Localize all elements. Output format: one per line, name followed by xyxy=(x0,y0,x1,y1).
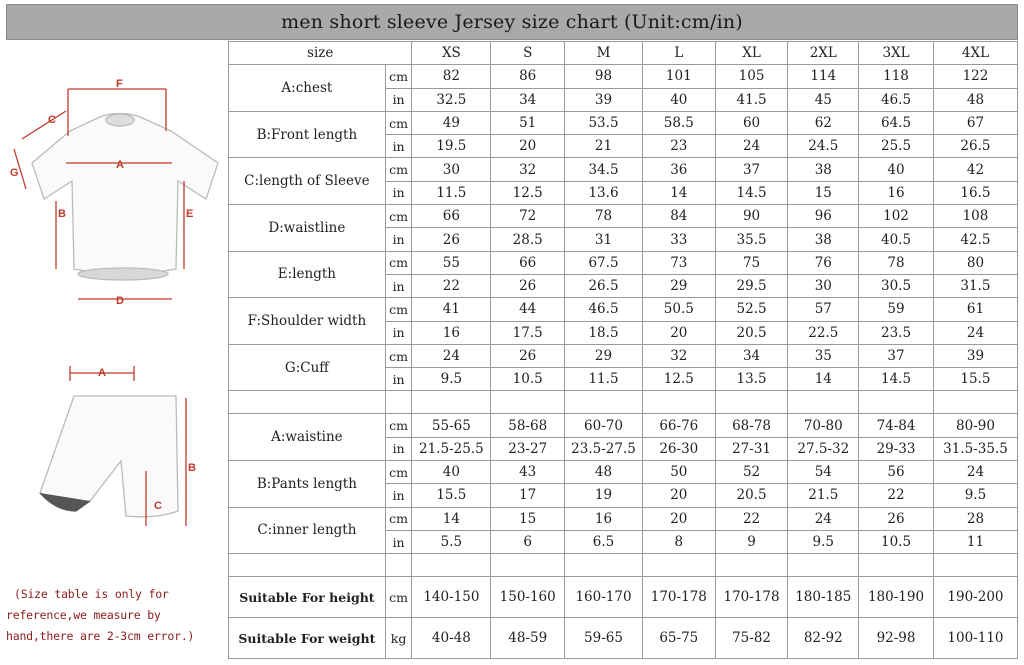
unit-label: cm xyxy=(385,344,412,367)
value-cell: 67 xyxy=(933,111,1017,134)
value-cell: 40-48 xyxy=(412,618,491,659)
value-cell: 58-68 xyxy=(491,414,565,437)
value-cell: 14 xyxy=(412,507,491,530)
table-row xyxy=(229,158,1018,181)
unit-label: cm xyxy=(385,577,412,618)
value-cell: 46.5 xyxy=(565,298,643,321)
empty-cell xyxy=(859,391,934,414)
jersey-label-d: D xyxy=(116,295,124,307)
unit-label: cm xyxy=(385,205,412,228)
unit-label: cm xyxy=(385,158,412,181)
value-cell: 48-59 xyxy=(491,618,565,659)
unit-label: cm xyxy=(385,251,412,274)
suitable-label: Suitable For weight xyxy=(229,618,386,659)
measurement-label: B:Front length xyxy=(229,111,386,158)
value-cell: 50 xyxy=(642,461,715,484)
size-table-body xyxy=(229,42,1018,659)
value-cell: 84 xyxy=(642,205,715,228)
value-cell: 52.5 xyxy=(715,298,788,321)
value-cell: 102 xyxy=(859,205,934,228)
value-cell: 62 xyxy=(788,111,859,134)
value-cell: 31.5 xyxy=(933,274,1017,297)
table-row xyxy=(229,65,1018,88)
value-cell: 30 xyxy=(788,274,859,297)
value-cell: 58.5 xyxy=(642,111,715,134)
value-cell: 11 xyxy=(933,530,1017,553)
chart-title: men short sleeve Jersey size chart (Unit:cm/in) xyxy=(6,4,1018,40)
unit-label: in xyxy=(385,181,412,204)
value-cell: 74-84 xyxy=(859,414,934,437)
value-cell: 82 xyxy=(412,65,491,88)
value-cell: 66 xyxy=(412,205,491,228)
value-cell: 26-30 xyxy=(642,437,715,460)
value-cell: 17.5 xyxy=(491,321,565,344)
value-cell: 31.5-35.5 xyxy=(933,437,1017,460)
value-cell: 140-150 xyxy=(412,577,491,618)
value-cell: 80-90 xyxy=(933,414,1017,437)
value-cell: 180-185 xyxy=(788,577,859,618)
value-cell: 9.5 xyxy=(412,368,491,391)
value-cell: 26.5 xyxy=(565,274,643,297)
value-cell: 24 xyxy=(933,321,1017,344)
pants-diagram xyxy=(40,396,178,517)
measurement-label: B:Pants length xyxy=(229,461,386,508)
value-cell: 67.5 xyxy=(565,251,643,274)
value-cell: 20 xyxy=(642,321,715,344)
size-column-header: L xyxy=(642,42,715,65)
value-cell: 14 xyxy=(788,368,859,391)
empty-cell xyxy=(715,391,788,414)
value-cell: 35 xyxy=(788,344,859,367)
value-cell: 15 xyxy=(788,181,859,204)
value-cell: 14.5 xyxy=(715,181,788,204)
value-cell: 160-170 xyxy=(565,577,643,618)
value-cell: 76 xyxy=(788,251,859,274)
value-cell: 21 xyxy=(565,135,643,158)
unit-label: in xyxy=(385,228,412,251)
value-cell: 108 xyxy=(933,205,1017,228)
unit-label: in xyxy=(385,274,412,297)
value-cell: 41 xyxy=(412,298,491,321)
measurement-label: C:inner length xyxy=(229,507,386,554)
empty-cell xyxy=(229,391,386,414)
value-cell: 42 xyxy=(933,158,1017,181)
pants-label-b: B xyxy=(188,462,196,474)
value-cell: 75-82 xyxy=(715,618,788,659)
value-cell: 6.5 xyxy=(565,530,643,553)
value-cell: 75 xyxy=(715,251,788,274)
empty-cell xyxy=(642,391,715,414)
value-cell: 41.5 xyxy=(715,88,788,111)
value-cell: 34 xyxy=(491,88,565,111)
value-cell: 122 xyxy=(933,65,1017,88)
jersey-label-a: A xyxy=(116,159,124,171)
value-cell: 9.5 xyxy=(933,484,1017,507)
value-cell: 60 xyxy=(715,111,788,134)
value-cell: 60-70 xyxy=(565,414,643,437)
value-cell: 34.5 xyxy=(565,158,643,181)
size-column-header: S xyxy=(491,42,565,65)
value-cell: 23-27 xyxy=(491,437,565,460)
value-cell: 64.5 xyxy=(859,111,934,134)
value-cell: 14.5 xyxy=(859,368,934,391)
empty-cell xyxy=(385,391,412,414)
empty-cell xyxy=(715,554,788,577)
measurement-label: G:Cuff xyxy=(229,344,386,391)
value-cell: 30 xyxy=(412,158,491,181)
empty-cell xyxy=(788,391,859,414)
value-cell: 22 xyxy=(412,274,491,297)
value-cell: 66-76 xyxy=(642,414,715,437)
note-line: hand,there are 2-3cm error.) xyxy=(6,629,195,643)
value-cell: 5.5 xyxy=(412,530,491,553)
value-cell: 40.5 xyxy=(859,228,934,251)
table-row xyxy=(229,507,1018,530)
value-cell: 32 xyxy=(642,344,715,367)
unit-label: cm xyxy=(385,111,412,134)
value-cell: 170-178 xyxy=(715,577,788,618)
value-cell: 23.5-27.5 xyxy=(565,437,643,460)
size-column-header: 3XL xyxy=(859,42,934,65)
measurement-label: A:chest xyxy=(229,65,386,112)
empty-cell xyxy=(491,554,565,577)
value-cell: 54 xyxy=(788,461,859,484)
jersey-label-c: C xyxy=(48,114,56,126)
unit-label: in xyxy=(385,437,412,460)
empty-cell xyxy=(933,391,1017,414)
size-column-header: 2XL xyxy=(788,42,859,65)
value-cell: 28 xyxy=(933,507,1017,530)
header-row xyxy=(229,42,1018,65)
disclaimer-note xyxy=(6,584,228,647)
unit-label: cm xyxy=(385,507,412,530)
measurement-label: A:waistine xyxy=(229,414,386,461)
value-cell: 38 xyxy=(788,228,859,251)
value-cell: 19.5 xyxy=(412,135,491,158)
size-column-header: 4XL xyxy=(933,42,1017,65)
value-cell: 24 xyxy=(933,461,1017,484)
table-row xyxy=(229,344,1018,367)
value-cell: 53.5 xyxy=(565,111,643,134)
unit-label: in xyxy=(385,321,412,344)
value-cell: 68-78 xyxy=(715,414,788,437)
value-cell: 24 xyxy=(412,344,491,367)
value-cell: 24 xyxy=(715,135,788,158)
value-cell: 29-33 xyxy=(859,437,934,460)
value-cell: 65-75 xyxy=(642,618,715,659)
value-cell: 59 xyxy=(859,298,934,321)
value-cell: 12.5 xyxy=(642,368,715,391)
value-cell: 101 xyxy=(642,65,715,88)
value-cell: 190-200 xyxy=(933,577,1017,618)
empty-cell xyxy=(565,554,643,577)
value-cell: 180-190 xyxy=(859,577,934,618)
table-row xyxy=(229,251,1018,274)
unit-label: in xyxy=(385,530,412,553)
value-cell: 38 xyxy=(788,158,859,181)
empty-cell xyxy=(565,391,643,414)
empty-cell xyxy=(412,391,491,414)
jersey-label-g: G xyxy=(10,167,19,179)
spacer-row xyxy=(229,391,1018,414)
value-cell: 114 xyxy=(788,65,859,88)
table-row xyxy=(229,298,1018,321)
value-cell: 48 xyxy=(565,461,643,484)
value-cell: 21.5 xyxy=(788,484,859,507)
value-cell: 16.5 xyxy=(933,181,1017,204)
unit-label: in xyxy=(385,88,412,111)
unit-label: cm xyxy=(385,65,412,88)
value-cell: 118 xyxy=(859,65,934,88)
value-cell: 26 xyxy=(491,274,565,297)
value-cell: 22.5 xyxy=(788,321,859,344)
table-row xyxy=(229,461,1018,484)
diagram-svg xyxy=(6,41,228,659)
value-cell: 100-110 xyxy=(933,618,1017,659)
jersey-diagram xyxy=(32,114,218,281)
value-cell: 98 xyxy=(565,65,643,88)
value-cell: 78 xyxy=(565,205,643,228)
empty-cell xyxy=(788,554,859,577)
value-cell: 36 xyxy=(642,158,715,181)
value-cell: 29 xyxy=(642,274,715,297)
value-cell: 24 xyxy=(788,507,859,530)
value-cell: 6 xyxy=(491,530,565,553)
table-row xyxy=(229,414,1018,437)
value-cell: 90 xyxy=(715,205,788,228)
value-cell: 9.5 xyxy=(788,530,859,553)
jersey-label-f: F xyxy=(116,78,123,90)
value-cell: 16 xyxy=(859,181,934,204)
value-cell: 21.5-25.5 xyxy=(412,437,491,460)
empty-cell xyxy=(491,391,565,414)
value-cell: 30.5 xyxy=(859,274,934,297)
size-column-header: M xyxy=(565,42,643,65)
value-cell: 23 xyxy=(642,135,715,158)
value-cell: 28.5 xyxy=(491,228,565,251)
value-cell: 10.5 xyxy=(859,530,934,553)
value-cell: 31 xyxy=(565,228,643,251)
table-row xyxy=(229,205,1018,228)
unit-label: cm xyxy=(385,414,412,437)
measurement-label: D:waistline xyxy=(229,205,386,252)
value-cell: 82-92 xyxy=(788,618,859,659)
note-line: reference,we measure by xyxy=(6,608,161,622)
unit-label: in xyxy=(385,368,412,391)
value-cell: 57 xyxy=(788,298,859,321)
note-line: (Size table is only for xyxy=(14,587,169,601)
value-cell: 26.5 xyxy=(933,135,1017,158)
empty-cell xyxy=(229,554,386,577)
pants-label-c: C xyxy=(154,500,162,512)
value-cell: 92-98 xyxy=(859,618,934,659)
value-cell: 39 xyxy=(565,88,643,111)
value-cell: 43 xyxy=(491,461,565,484)
value-cell: 40 xyxy=(642,88,715,111)
value-cell: 22 xyxy=(859,484,934,507)
unit-label: cm xyxy=(385,461,412,484)
diagram-panel xyxy=(6,41,228,659)
value-cell: 86 xyxy=(491,65,565,88)
value-cell: 9 xyxy=(715,530,788,553)
value-cell: 16 xyxy=(565,507,643,530)
jersey-label-e: E xyxy=(186,208,194,220)
value-cell: 29.5 xyxy=(715,274,788,297)
value-cell: 59-65 xyxy=(565,618,643,659)
unit-label: in xyxy=(385,484,412,507)
value-cell: 37 xyxy=(715,158,788,181)
value-cell: 20.5 xyxy=(715,484,788,507)
value-cell: 44 xyxy=(491,298,565,321)
value-cell: 50.5 xyxy=(642,298,715,321)
value-cell: 46.5 xyxy=(859,88,934,111)
value-cell: 70-80 xyxy=(788,414,859,437)
value-cell: 15.5 xyxy=(412,484,491,507)
value-cell: 24.5 xyxy=(788,135,859,158)
value-cell: 15 xyxy=(491,507,565,530)
value-cell: 13.6 xyxy=(565,181,643,204)
value-cell: 72 xyxy=(491,205,565,228)
value-cell: 20.5 xyxy=(715,321,788,344)
value-cell: 66 xyxy=(491,251,565,274)
size-table xyxy=(228,41,1018,659)
value-cell: 14 xyxy=(642,181,715,204)
value-cell: 27-31 xyxy=(715,437,788,460)
value-cell: 23.5 xyxy=(859,321,934,344)
empty-cell xyxy=(385,554,412,577)
value-cell: 170-178 xyxy=(642,577,715,618)
value-cell: 22 xyxy=(715,507,788,530)
value-cell: 20 xyxy=(642,507,715,530)
value-cell: 37 xyxy=(859,344,934,367)
table-row xyxy=(229,111,1018,134)
value-cell: 10.5 xyxy=(491,368,565,391)
value-cell: 56 xyxy=(859,461,934,484)
value-cell: 11.5 xyxy=(412,181,491,204)
suitable-label: Suitable For height xyxy=(229,577,386,618)
empty-cell xyxy=(412,554,491,577)
jersey-label-b: B xyxy=(58,208,66,220)
suitable-row xyxy=(229,577,1018,618)
value-cell: 51 xyxy=(491,111,565,134)
value-cell: 26 xyxy=(491,344,565,367)
value-cell: 96 xyxy=(788,205,859,228)
value-cell: 40 xyxy=(859,158,934,181)
value-cell: 80 xyxy=(933,251,1017,274)
value-cell: 48 xyxy=(933,88,1017,111)
value-cell: 8 xyxy=(642,530,715,553)
size-column-header: XS xyxy=(412,42,491,65)
size-column-header: XL xyxy=(715,42,788,65)
size-header: size xyxy=(229,42,412,65)
empty-cell xyxy=(642,554,715,577)
value-cell: 16 xyxy=(412,321,491,344)
unit-label: in xyxy=(385,135,412,158)
value-cell: 35.5 xyxy=(715,228,788,251)
value-cell: 52 xyxy=(715,461,788,484)
suitable-row xyxy=(229,618,1018,659)
unit-label: kg xyxy=(385,618,412,659)
value-cell: 11.5 xyxy=(565,368,643,391)
value-cell: 12.5 xyxy=(491,181,565,204)
value-cell: 20 xyxy=(642,484,715,507)
value-cell: 32 xyxy=(491,158,565,181)
value-cell: 61 xyxy=(933,298,1017,321)
pants-label-a: A xyxy=(98,367,106,379)
value-cell: 20 xyxy=(491,135,565,158)
value-cell: 78 xyxy=(859,251,934,274)
value-cell: 42.5 xyxy=(933,228,1017,251)
value-cell: 39 xyxy=(933,344,1017,367)
value-cell: 45 xyxy=(788,88,859,111)
empty-cell xyxy=(859,554,934,577)
value-cell: 49 xyxy=(412,111,491,134)
value-cell: 55-65 xyxy=(412,414,491,437)
value-cell: 29 xyxy=(565,344,643,367)
measurement-label: E:length xyxy=(229,251,386,298)
value-cell: 55 xyxy=(412,251,491,274)
measurement-label: C:length of Sleeve xyxy=(229,158,386,205)
value-cell: 33 xyxy=(642,228,715,251)
value-cell: 150-160 xyxy=(491,577,565,618)
value-cell: 18.5 xyxy=(565,321,643,344)
value-cell: 105 xyxy=(715,65,788,88)
value-cell: 27.5-32 xyxy=(788,437,859,460)
value-cell: 73 xyxy=(642,251,715,274)
value-cell: 17 xyxy=(491,484,565,507)
value-cell: 32.5 xyxy=(412,88,491,111)
spacer-row xyxy=(229,554,1018,577)
value-cell: 34 xyxy=(715,344,788,367)
value-cell: 26 xyxy=(859,507,934,530)
value-cell: 19 xyxy=(565,484,643,507)
value-cell: 15.5 xyxy=(933,368,1017,391)
empty-cell xyxy=(933,554,1017,577)
measurement-label: F:Shoulder width xyxy=(229,298,386,345)
value-cell: 13.5 xyxy=(715,368,788,391)
value-cell: 40 xyxy=(412,461,491,484)
unit-label: cm xyxy=(385,298,412,321)
value-cell: 26 xyxy=(412,228,491,251)
value-cell: 25.5 xyxy=(859,135,934,158)
